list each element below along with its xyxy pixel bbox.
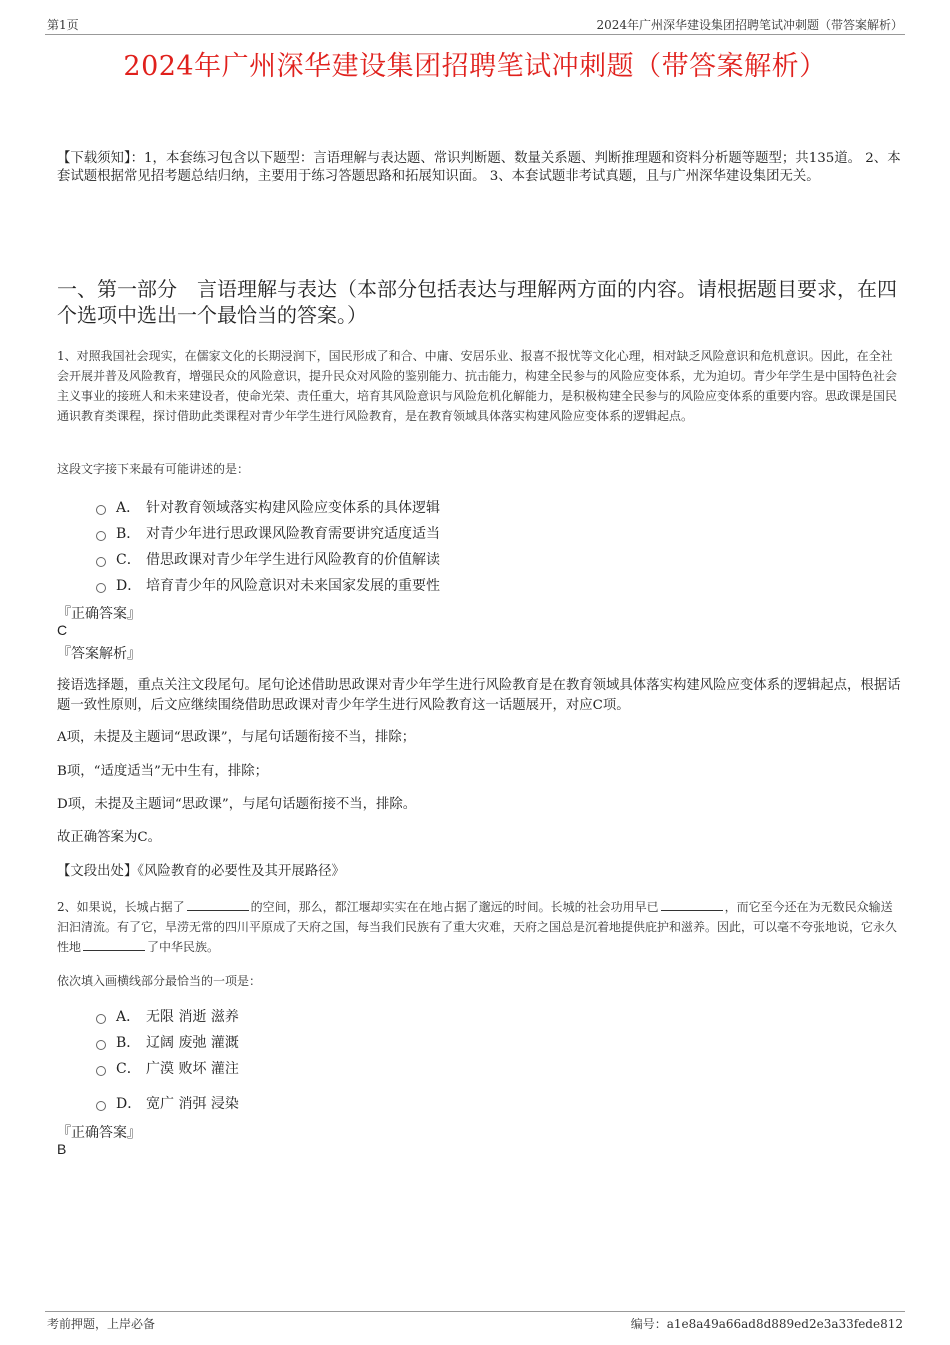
fill-blank — [83, 938, 145, 951]
page-footer — [45, 1311, 905, 1331]
document-title: 2024年广州深华建设集团招聘笔试冲刺题（带答案解析） — [123, 51, 827, 82]
question-1-prompt: 这段文字接下来最有可能讲述的是： — [57, 462, 250, 476]
option-c[interactable]: C． 借思政课对青少年学生进行风险教育的价值解读 — [96, 549, 440, 569]
analysis-note: A项，未提及主题词“思政课”，与尾句话题衔接不当，排除； — [57, 730, 416, 745]
option-c[interactable]: C． 广漠 败坏 灌注 — [96, 1058, 239, 1078]
answer-label: 『正确答案』 — [57, 606, 141, 622]
document-id: 编号：a1e8a49a66ad8d889ed2e3a33fede812 — [630, 1317, 903, 1331]
question-2-text: 2、如果说，长城占据了 的空间，那么，都江堰却实实在在地占据了邈远的时间。长城的社会功用早已 ，而它至今还在为无数民众输送汩汩清流。有了它，旱涝无常的四川平原成了天府之国，每当我们民族有了重大灾难，天府之国总是沉着地提供庇护和滋养。因此，可以毫不夸张地说，它永久性地 了中华民族。 — [57, 900, 898, 954]
radio-icon[interactable] — [96, 1066, 106, 1076]
header-doc-title: 2024年广州深华建设集团招聘笔试冲刺题（带答案解析） — [596, 18, 903, 32]
fill-blank — [187, 898, 249, 911]
fill-blank — [661, 898, 723, 911]
page-number: 第1页 — [47, 18, 79, 32]
option-b[interactable]: B． 辽阔 废弛 灌溉 — [96, 1032, 239, 1052]
download-notice: 【下载须知】：1，本套练习包含以下题型：言语理解与表达题、常识判断题、数量关系题、判断推理题和资料分析题等题型；共135道。 2、本套试题根据常见招考题总结归纳，主要用于练习答题思路和拓展知识面。 3、本套试题非考试真题，且与广州深华建设集团无关。 — [57, 151, 901, 184]
analysis-conclusion: 故正确答案为C。 — [57, 830, 161, 845]
radio-icon[interactable] — [96, 557, 106, 567]
option-a[interactable]: A． 无限 消逝 滋养 — [96, 1006, 239, 1026]
analysis-label: 『答案解析』 — [57, 646, 141, 662]
option-d[interactable]: D． 培育青少年的风险意识对未来国家发展的重要性 — [96, 575, 440, 595]
answer-value: C — [57, 622, 68, 638]
radio-icon[interactable] — [96, 505, 106, 515]
analysis-text: 接语选择题，重点关注文段尾句。尾句论述借助思政课对青少年学生进行风险教育是在教育领域具体落实构建风险应变体系的逻辑起点，根据话题一致性原则，后文应继续围绕借助思政课对青少年学生进行风险教育这一话题展开，对应C项。 — [57, 678, 901, 713]
option-b[interactable]: B． 对青少年进行思政课风险教育需要讲究适度适当 — [96, 523, 440, 543]
option-a[interactable]: A． 针对教育领域落实构建风险应变体系的具体逻辑 — [96, 497, 440, 517]
radio-icon[interactable] — [96, 1040, 106, 1050]
section-title: 一、第一部分 言语理解与表达（本部分包括表达与理解两方面的内容。请根据题目要求，在四个选项中选出一个最恰当的答案。） — [57, 277, 897, 327]
option-d[interactable]: D． 宽广 消弭 浸染 — [96, 1093, 239, 1113]
question-1-text: 1、对照我国社会现实，在儒家文化的长期浸润下，国民形成了和合、中庸、安居乐业、报喜不报忧等文化心理，相对缺乏风险意识和危机意识。因此，在全社会开展并普及风险教育，增强民众的风险意识，提升民众对风险的鉴别能力、抗击能力，构建全民参与的风险应变体系，尤为迫切。青少年学生是中国特色社会主义事业的接班人和未来建设者，使命光荣、责任重大，培育其风险意识与风险危机化解能力，是积极构建全民参与的风险应变体系的重要内容。思政课是国民通识教育类课程，探讨借助此类课程对青少年学生进行风险教育，是在教育领域具体落实构建风险应变体系的逻辑起点。 — [57, 349, 898, 423]
page-header — [45, 14, 905, 35]
radio-icon[interactable] — [96, 1014, 106, 1024]
question-2-prompt: 依次填入画横线部分最恰当的一项是： — [57, 974, 262, 988]
analysis-note: B项，“适度适当”无中生有，排除； — [57, 764, 268, 779]
radio-icon[interactable] — [96, 583, 106, 593]
radio-icon[interactable] — [96, 531, 106, 541]
answer-value: B — [57, 1141, 67, 1157]
analysis-note: D项，未提及主题词“思政课”，与尾句话题衔接不当，排除。 — [57, 797, 417, 812]
radio-icon[interactable] — [96, 1101, 106, 1111]
answer-label: 『正确答案』 — [57, 1125, 141, 1141]
source-citation: 【文段出处】《风险教育的必要性及其开展路径》 — [57, 864, 345, 879]
footer-slogan: 考前押题，上岸必备 — [47, 1317, 156, 1331]
